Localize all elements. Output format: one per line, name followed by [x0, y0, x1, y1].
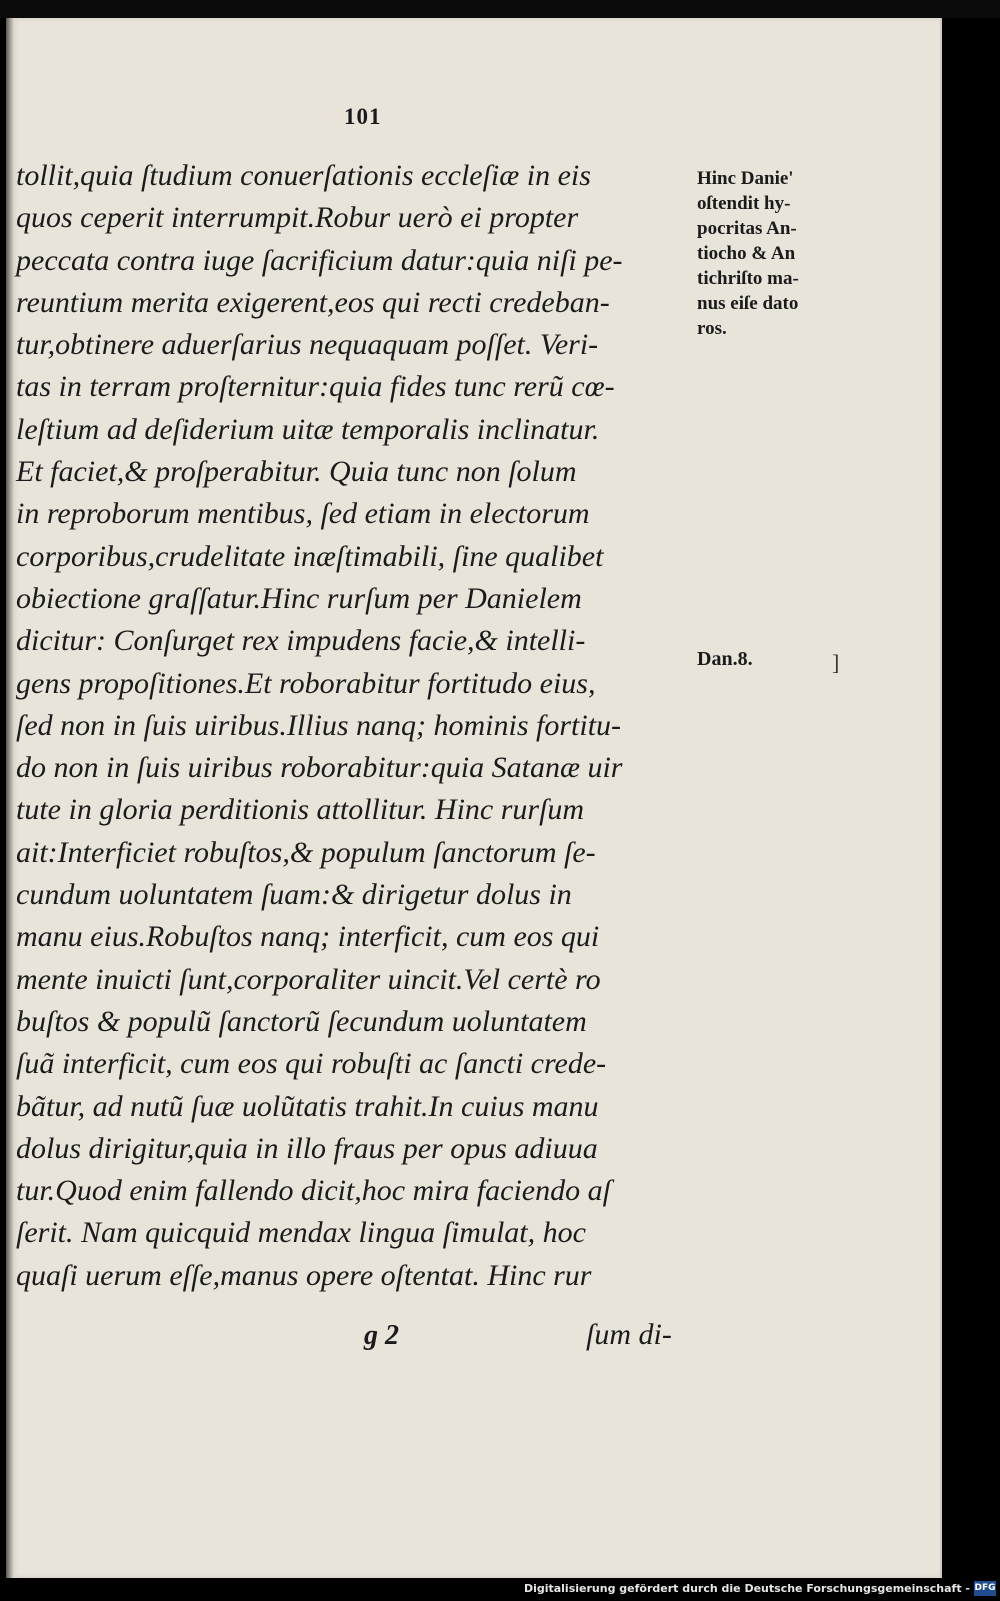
- text-line: obiectione graſſatur.Hinc rurſum per Danielem: [16, 581, 582, 615]
- text-line: ſed non in ſuis uiribus.Illius nanq; hominis fortitu-: [16, 708, 622, 742]
- funding-credit: Digitalisierung gefördert durch die Deutsche Forschungsgemeinschaft -: [523, 1582, 970, 1595]
- text-line: ait:Interficiet robuſtos,& populum ſanctorum ſe-: [16, 835, 596, 869]
- text-line: do non in ſuis uiribus roborabitur:quia Satanæ uir: [16, 751, 623, 785]
- footer-bar: [0, 1578, 1000, 1601]
- text-line: Et faciet,& proſperabitur. Quia tunc non ſolum: [16, 455, 577, 489]
- catchword: ſum di-: [586, 1318, 672, 1351]
- text-line: quaſi uerum eſſe,manus opere oſtentat. Hinc rur: [16, 1258, 592, 1292]
- text-line: tur.Quod enim fallendo dicit,hoc mira faciendo aſ: [16, 1174, 611, 1208]
- marginal-note-line: tiocho & An: [697, 243, 796, 264]
- text-line: leſtium ad deſiderium uitæ temporalis inclinatur.: [16, 412, 600, 446]
- marginal-note-line: pocritas An-: [697, 218, 797, 239]
- marginal-note-line: oſtendit hy-: [697, 193, 791, 214]
- text-line: dicitur: Conſurget rex impudens facie,& intelli-: [16, 624, 586, 658]
- scan-top-border: [0, 0, 1000, 18]
- text-line: gens propoſitiones.Et roborabitur fortitudo eius,: [16, 666, 596, 700]
- page-gutter-shadow: [6, 18, 15, 1578]
- marginal-note-line: Hinc Danie': [697, 168, 794, 189]
- marginal-note-line: tichriſto ma-: [697, 268, 799, 289]
- text-line: tas in terram proſternitur:quia fides tunc rerũ cœ-: [16, 370, 615, 404]
- text-line: reuntium merita exigerent,eos qui recti credeban-: [16, 285, 610, 319]
- marginal-reference: Dan.8.: [697, 648, 753, 670]
- main-text-block: [16, 155, 696, 1297]
- stray-mark: ]: [832, 650, 840, 675]
- text-line: mente inuicti ſunt,corporaliter uincit.Vel certè ro: [16, 962, 601, 996]
- text-line: corporibus,crudelitate inæſtimabili, ſine qualibet: [16, 539, 604, 573]
- text-line: buſtos & populũ ſanctorũ ſecundum uoluntatem: [16, 1004, 587, 1038]
- text-line: ſerit. Nam quicquid mendax lingua ſimulat, hoc: [16, 1216, 586, 1250]
- text-line: tur,obtinere aduerſarius nequaquam poſſet. Veri-: [16, 328, 599, 362]
- text-line: ſuã interficit, cum eos qui robuſti ac ſancti crede-: [16, 1047, 607, 1081]
- text-line: tute in gloria perditionis attollitur. Hinc rurſum: [16, 793, 585, 827]
- dfg-logo: DFG: [974, 1581, 996, 1596]
- signature-mark: g 2: [364, 1320, 399, 1351]
- text-line: dolus dirigitur,quia in illo fraus per opus adiuua: [16, 1131, 598, 1165]
- text-line: in reproborum mentibus, ſed etiam in electorum: [16, 497, 590, 531]
- page-number: 101: [344, 104, 382, 129]
- text-line: manu eius.Robuſtos nanq; interficit, cum eos qui: [16, 920, 600, 954]
- text-line: quos ceperit interrumpit.Robur uerò ei propter: [16, 201, 579, 235]
- text-line: bãtur, ad nutũ ſuæ uolũtatis trahit.In cuius manu: [16, 1089, 599, 1123]
- marginal-note-line: nus eiſe dato: [697, 293, 799, 314]
- book-page: [6, 18, 942, 1578]
- marginal-note: [697, 166, 857, 341]
- text-line: peccata contra iuge ſacrificium datur:quia niſi pe-: [16, 243, 623, 277]
- text-line: cundum uoluntatem ſuam:& dirigetur dolus in: [16, 878, 572, 912]
- text-line: tollit,quia ſtudium conuerſationis eccleſiæ in eis: [16, 159, 591, 192]
- marginal-note-line: ros.: [697, 318, 727, 339]
